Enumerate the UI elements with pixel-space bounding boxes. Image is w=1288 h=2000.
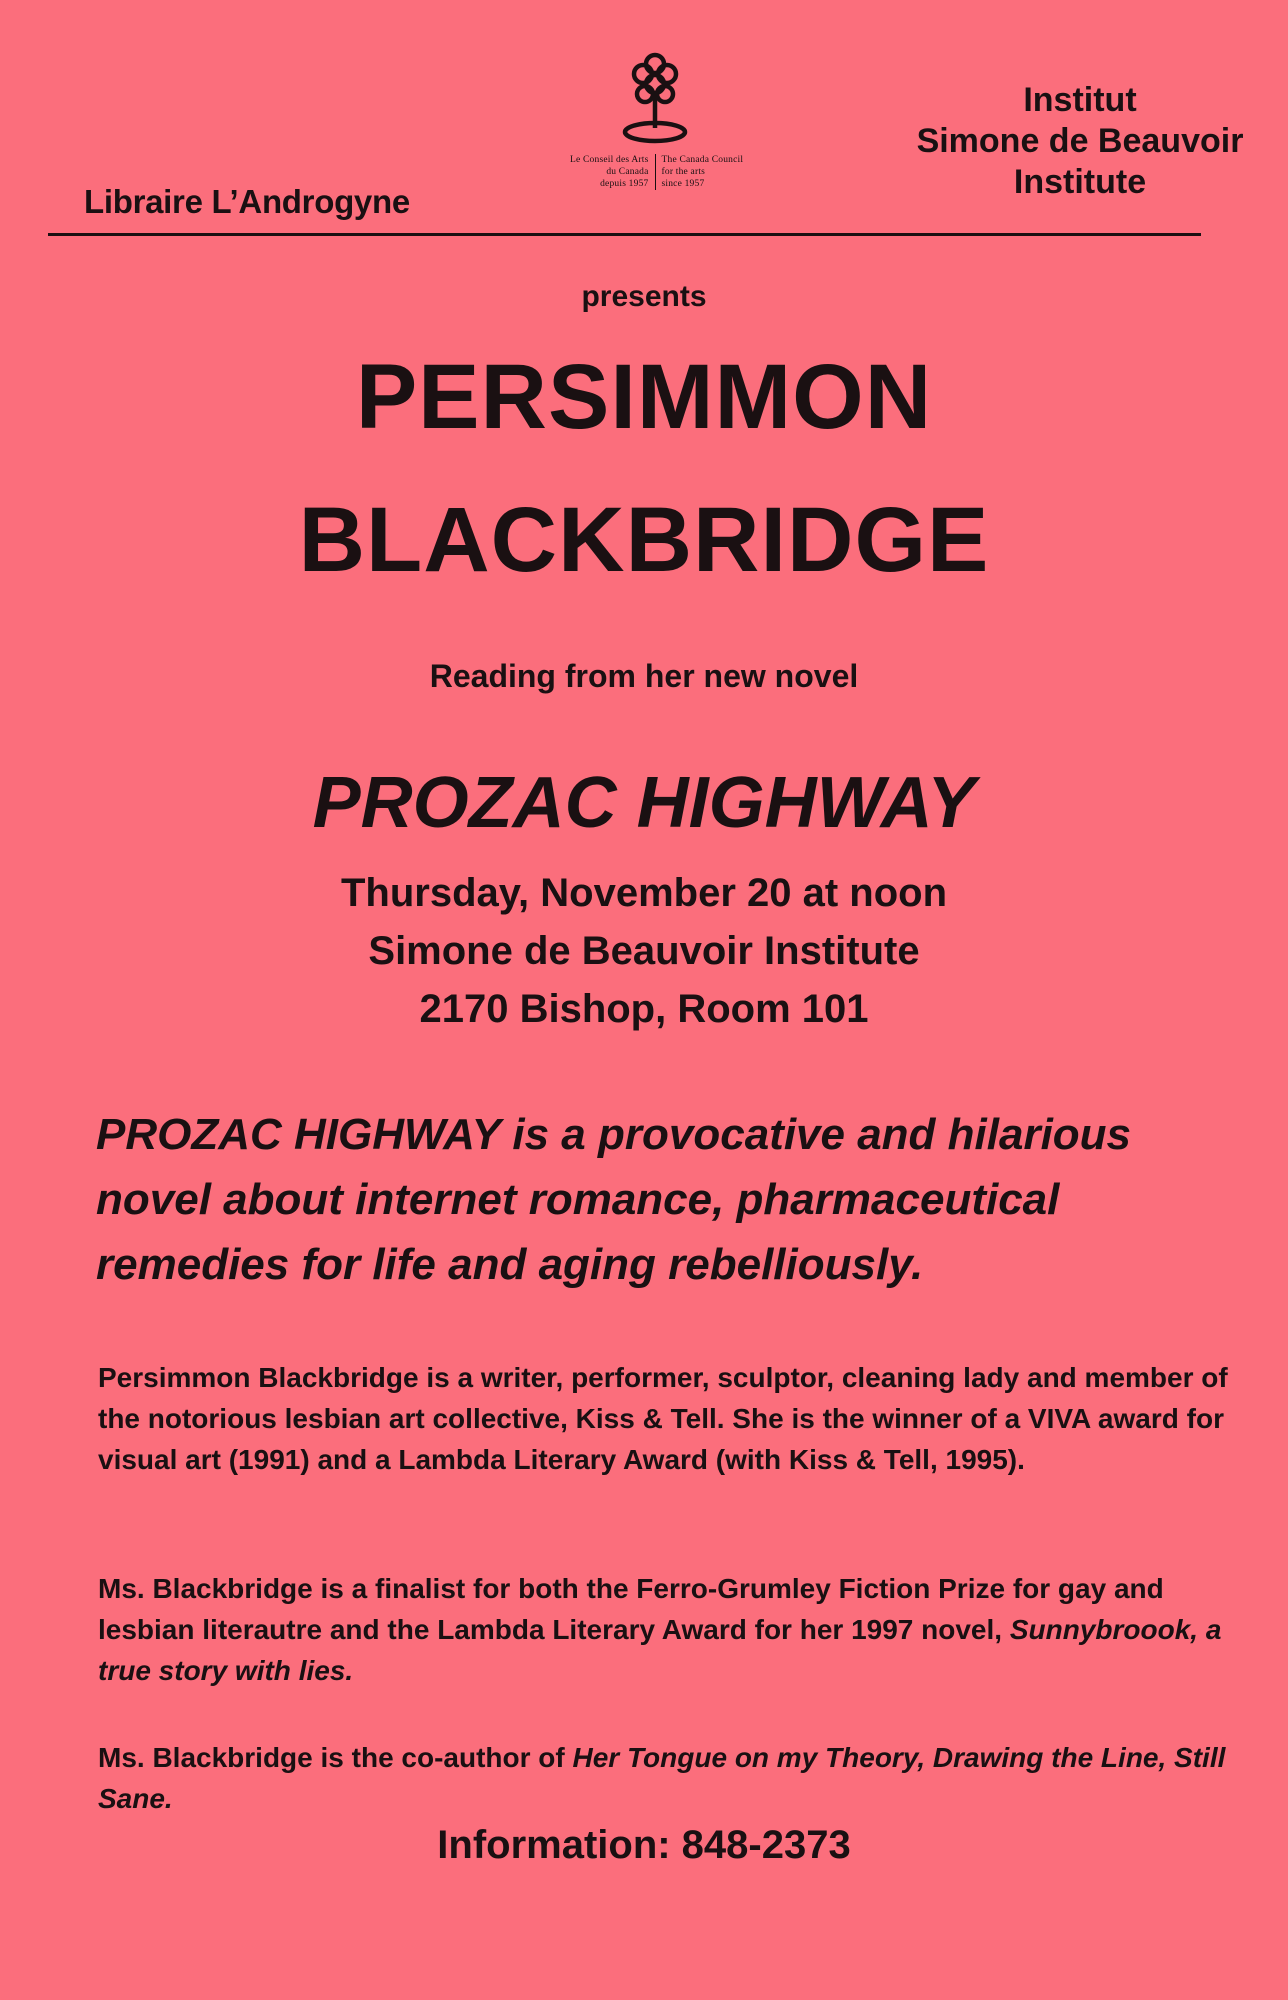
event-date-time: Thursday, November 20 at noon — [340, 871, 948, 915]
author-first-name: PERSIMMON — [355, 346, 933, 448]
awards-book-title: Sunnybroook, a true story with lies. — [98, 1614, 1222, 1686]
reading-intro: Reading from her new novel — [429, 658, 859, 694]
canada-council-logo — [520, 50, 790, 190]
author-coauthor — [98, 1737, 1238, 1819]
book-title: PROZAC HIGHWAY — [312, 763, 976, 843]
institute-line-3: Institute — [1013, 163, 1147, 201]
logo-left-line-3: depuis 1957 — [600, 179, 649, 189]
bookstore-name: Libraire L’Androgyne — [84, 183, 410, 220]
event-venue: Simone de Beauvoir Institute — [368, 929, 920, 973]
event-address: 2170 Bishop, Room 101 — [419, 987, 869, 1031]
logo-right-line-2: for the arts — [661, 167, 706, 177]
author-awards — [98, 1568, 1238, 1691]
institute-name — [870, 80, 1288, 203]
information-phone: Information: 848-2373 — [437, 1823, 851, 1867]
logo-left-line-2: du Canada — [606, 167, 649, 177]
logo-right-line-3: since 1957 — [661, 179, 705, 189]
event-details — [0, 864, 1288, 1038]
coauthor-titles: Her Tongue on my Theory, Drawing the Line, Still Sane. — [98, 1742, 1226, 1814]
author-bio: Persimmon Blackbridge is a writer, performer, sculptor, cleaning lady and member of the notorious lesbian art collective, Kiss & Tell. She is the winner of a VIVA award for visual art (1991) and a Lambda Literary Award (with Kiss & Tell, 1995). — [98, 1362, 1228, 1475]
canada-council-tree-logo-icon — [615, 50, 695, 146]
logo-right-line-1: The Canada Council — [661, 155, 744, 165]
logo-left-line-1: Le Conseil des Arts — [570, 155, 649, 165]
coauthor-text: Ms. Blackbridge is the co-author of — [98, 1742, 565, 1773]
institute-line-2: Simone de Beauvoir — [916, 122, 1244, 160]
institute-line-1: Institut — [1023, 81, 1137, 119]
book-tagline: PROZAC HIGHWAY is a provocative and hilarious novel about internet romance, pharmaceutical remedies for life and aging rebelliously. — [96, 1110, 1132, 1289]
awards-text: Ms. Blackbridge is a finalist for both the Ferro-Grumley Fiction Prize for gay and lesbian literautre and the Lambda Literary Award for her 1997 novel, — [98, 1573, 1164, 1645]
presents-label: presents — [581, 280, 707, 313]
header-divider — [48, 233, 1201, 236]
author-last-name: BLACKBRIDGE — [298, 489, 990, 591]
